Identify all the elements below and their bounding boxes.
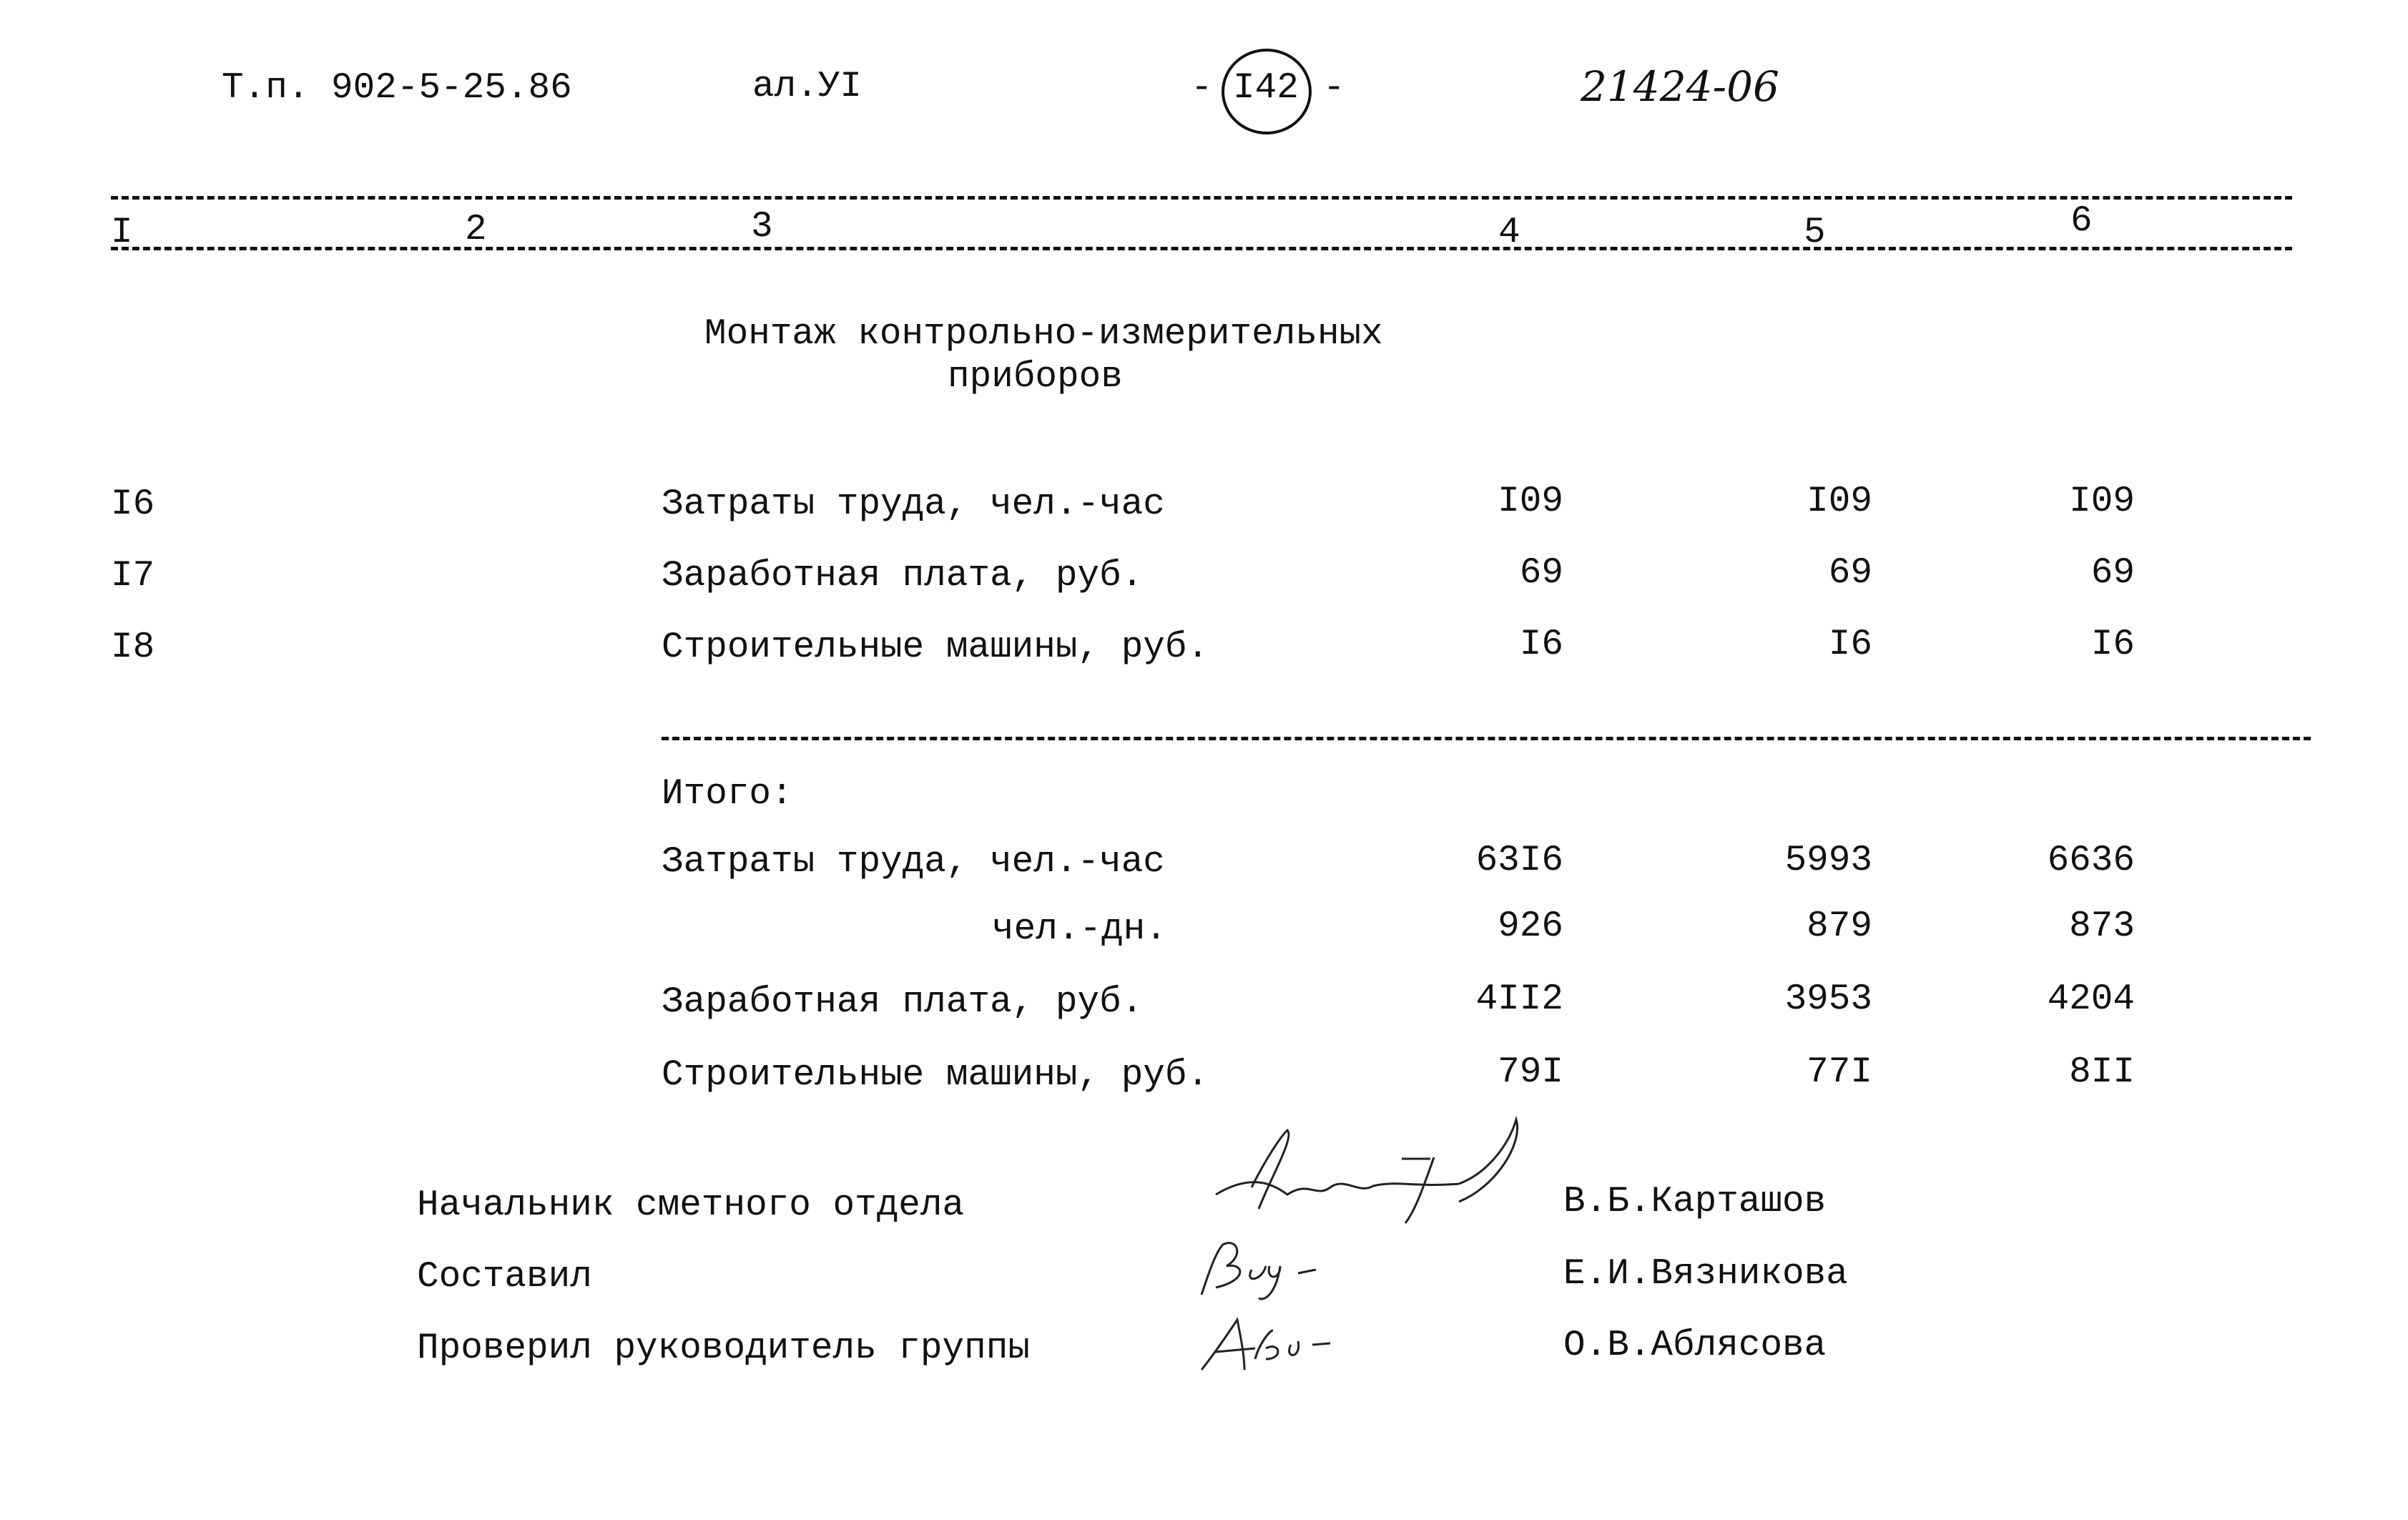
total-col6: 8II <box>2069 1052 2135 1093</box>
totals-divider <box>662 737 2311 740</box>
value-col5: I6 <box>1828 624 1872 665</box>
row-number: I6 <box>111 484 155 525</box>
totals-label: чел.-дн. <box>992 909 1167 950</box>
value-col4: 69 <box>1519 553 1563 594</box>
totals-label: Затраты труда, чел.-час <box>662 842 1165 883</box>
total-col4: 63I6 <box>1475 840 1563 881</box>
totals-label: Заработная плата, руб. <box>662 982 1144 1023</box>
column-header-3: 3 <box>751 207 773 247</box>
page-dash-left: - <box>1191 68 1213 109</box>
value-col5: I09 <box>1807 481 1872 522</box>
signer-name: Е.И.Вязникова <box>1563 1254 1848 1295</box>
totals-label: Строительные машины, руб. <box>662 1055 1209 1096</box>
page-dash-right: - <box>1323 68 1345 109</box>
column-header-5: 5 <box>1804 212 1826 253</box>
value-col5: 69 <box>1828 553 1872 594</box>
value-col4: I6 <box>1519 624 1563 665</box>
total-col5: 77I <box>1807 1052 1872 1093</box>
total-col6: 6636 <box>2047 840 2135 881</box>
signature-ablyasova <box>1187 1309 1373 1388</box>
column-header-1: I <box>111 212 133 253</box>
row-label: Затраты труда, чел.-час <box>662 484 1165 525</box>
total-col4: 79I <box>1498 1052 1563 1093</box>
totals-heading: Итого: <box>662 774 793 815</box>
total-col5: 3953 <box>1784 979 1872 1020</box>
row-number: I8 <box>111 627 155 668</box>
document-number: 21424-06 <box>1581 62 1779 111</box>
value-col6: I09 <box>2069 481 2135 522</box>
total-col6: 873 <box>2069 906 2135 947</box>
value-col4: I09 <box>1498 481 1563 522</box>
column-header-6: 6 <box>2070 201 2093 242</box>
signer-role: Проверил руководитель группы <box>417 1328 1030 1369</box>
column-header-2: 2 <box>465 210 487 250</box>
section-title-line1: Монтаж контрольно-измерительных <box>704 314 1383 355</box>
signer-name: В.Б.Карташов <box>1563 1182 1827 1222</box>
total-col5: 879 <box>1807 906 1872 947</box>
album-number: ал.УI <box>752 67 863 107</box>
signer-role: Составил <box>417 1257 592 1298</box>
header-divider-bottom <box>111 247 2292 250</box>
header-divider-top <box>111 196 2292 200</box>
total-col4: 4II2 <box>1475 979 1563 1020</box>
page-number: I42 <box>1233 68 1299 109</box>
row-label: Строительные машины, руб. <box>662 627 1209 668</box>
value-col6: I6 <box>2090 624 2135 665</box>
signer-name: О.В.Аблясова <box>1563 1325 1827 1366</box>
project-code: Т.п. 902-5-25.86 <box>222 68 572 109</box>
total-col6: 4204 <box>2047 979 2135 1020</box>
row-number: I7 <box>111 556 155 597</box>
total-col5: 5993 <box>1784 840 1872 881</box>
total-col4: 926 <box>1498 906 1563 947</box>
row-label: Заработная плата, руб. <box>662 556 1144 597</box>
column-header-4: 4 <box>1498 212 1520 253</box>
signer-role: Начальник сметного отдела <box>417 1185 965 1226</box>
section-title-line2: приборов <box>948 357 1123 398</box>
value-col6: 69 <box>2090 553 2135 594</box>
signature-vyaznikova <box>1173 1230 1359 1316</box>
